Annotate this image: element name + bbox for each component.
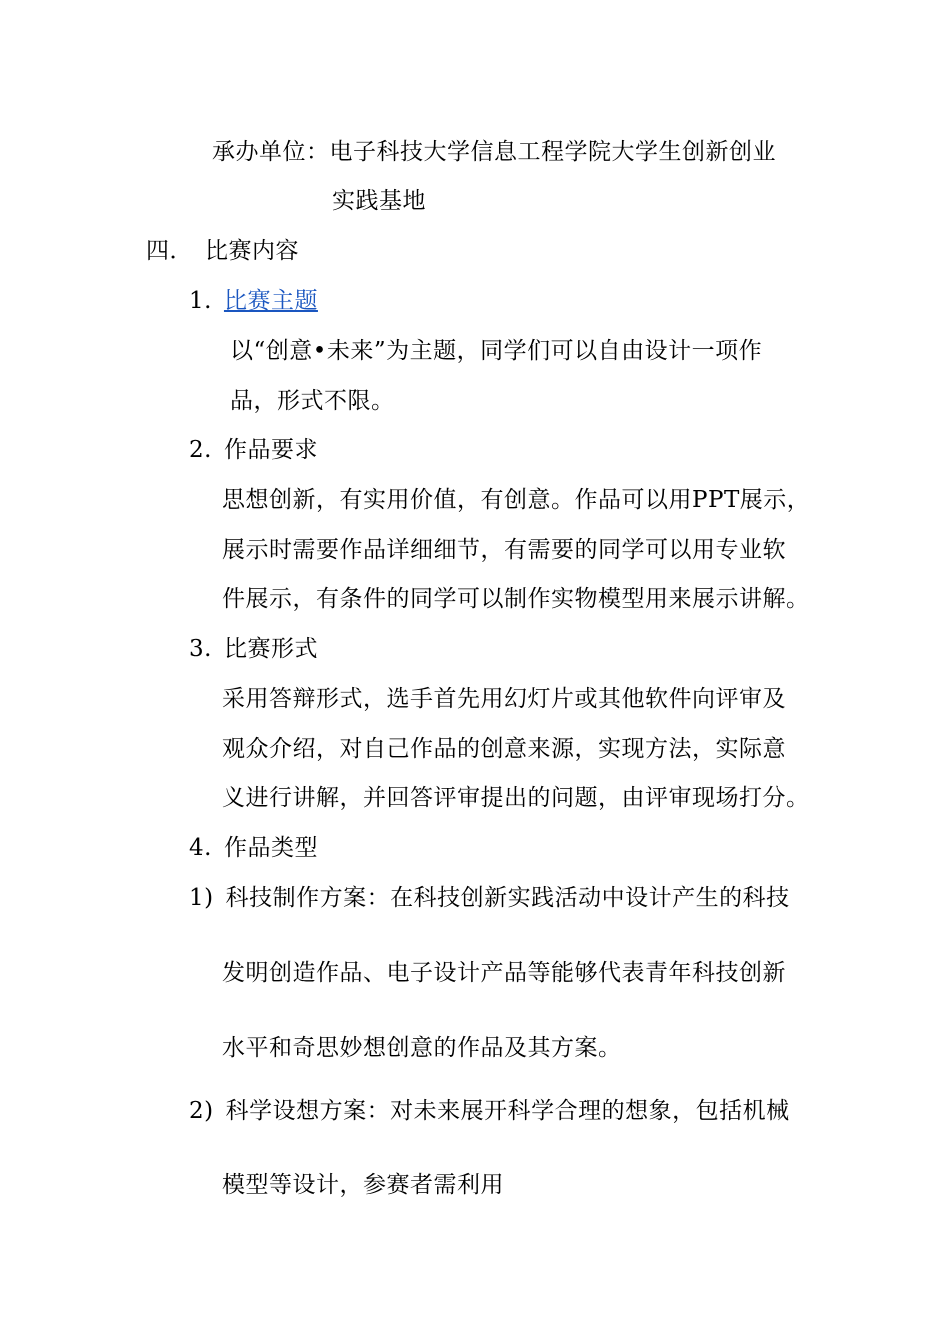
item-heading (189, 435, 318, 465)
item-body-line: 件展示，有条件的同学可以制作实物模型用来展示讲解。 (222, 586, 810, 612)
section-number: 四． (146, 238, 193, 264)
subitem-text: 科技制作方案：在科技创新实践活动中设计产生的科技 (225, 885, 790, 911)
item-title-link[interactable]: 比赛主题 (223, 288, 318, 314)
item-title: 作品要求 (223, 437, 318, 463)
organizer-line-1 (212, 137, 776, 167)
item-number: 1. (189, 288, 212, 314)
item-body-line: 展示时需要作品详细细节，有需要的同学可以用专业软 (222, 537, 786, 563)
item-title: 比赛形式 (223, 636, 318, 662)
item-body-line: 品，形式不限。 (230, 388, 395, 414)
item-number: 2. (189, 437, 212, 463)
item-heading (189, 286, 318, 316)
organizer-label: 承办单位： (212, 139, 330, 165)
subitem-line: 发明创造作品、电子设计产品等能够代表青年科技创新 (222, 960, 786, 986)
item-body-line: 采用答辩形式，选手首先用幻灯片或其他软件向评审及 (222, 686, 786, 712)
item-heading (189, 634, 318, 664)
subitem-text: 科学设想方案：对未来展开科学合理的想象，包括机械 (225, 1098, 790, 1124)
item-number: 3. (189, 636, 212, 662)
item-body-line: 观众介绍，对自己作品的创意来源，实现方法，实际意 (222, 736, 786, 762)
item-number: 4. (189, 835, 212, 861)
subitem-line: 水平和奇思妙想创意的作品及其方案。 (222, 1035, 622, 1061)
item-body-line: 思想创新，有实用价值，有创意。作品可以用PPT展示， (222, 487, 811, 513)
organizer-name: 电子科技大学信息工程学院大学生创新创业 (329, 139, 776, 165)
item-title: 作品类型 (223, 835, 318, 861)
item-body-line: 以“创意•未来”为主题，同学们可以自由设计一项作 (230, 338, 763, 364)
subitem-first-line (189, 883, 790, 913)
item-heading (189, 833, 318, 863)
subitem-line: 模型等设计，参赛者需利用 (222, 1172, 504, 1198)
subitem-number: 2) (189, 1098, 214, 1124)
organizer-line-2: 实践基地 (332, 188, 426, 214)
subitem-number: 1) (189, 885, 214, 911)
subitem-first-line (189, 1096, 790, 1126)
section-title: 比赛内容 (205, 238, 299, 264)
section-heading (146, 236, 299, 266)
item-body-line: 义进行讲解，并回答评审提出的问题，由评审现场打分。 (222, 785, 810, 811)
